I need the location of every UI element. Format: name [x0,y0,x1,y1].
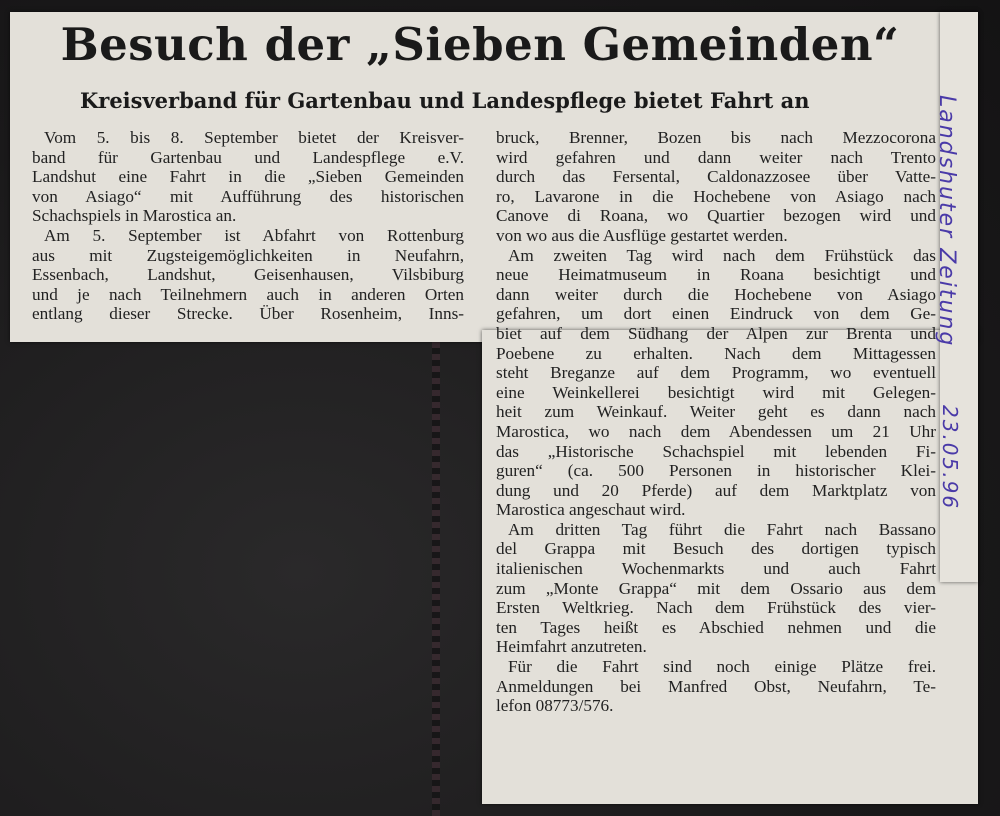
text-line: steht Breganze auf dem Programm, wo eventuell [496,363,936,383]
text-line: und je nach Teilnehmern auch in anderen Orten [32,284,464,304]
text-line: Am zweiten Tag wird nach dem Frühstück das [508,245,936,265]
text-line: dann weiter durch die Hochebene von Asiago [496,284,936,304]
text-line: Am 5. September ist Abfahrt von Rottenburg [44,225,464,245]
text-line: italienischen Wochenmarkts und auch Fahrt [496,559,936,579]
text-line: Marostica, wo nach dem Abendessen um 21 Uhr [496,421,936,441]
text-line: von Asiago“ mit Aufführung des historischen [32,186,464,206]
article-column-right [496,128,936,716]
text-line: bruck, Brenner, Bozen bis nach Mezzocorona [496,128,936,147]
text-line: guren“ (ca. 500 Personen in historischer Klei- [496,461,936,481]
text-line: Schachspiels in Marostica an. [32,206,237,226]
text-line: Landshut eine Fahrt in die „Sieben Gemeinden [32,167,464,187]
text-line: das „Historische Schachspiel mit lebenden Fi- [496,441,936,461]
text-line: dung und 20 Pferde) auf dem Marktplatz von [496,480,936,500]
article-headline: Besuch der „Sieben Gemeinden“ [60,18,900,71]
handwritten-annotation [934,95,974,545]
text-line: neue Heimatmuseum in Roana besichtigt und [496,265,936,285]
text-line: Vom 5. bis 8. September bietet der Kreisver- [44,128,464,147]
text-line: durch das Fersental, Caldonazzosee über Vatte- [496,167,936,187]
text-line: aus mit Zugsteigemöglichkeiten in Neufahrn, [32,245,464,265]
text-line: ro, Lavarone in die Hochebene von Asiago nach [496,186,936,206]
text-line: biet auf dem Südhang der Alpen zur Brenta und [496,323,936,343]
text-line: Canove di Roana, wo Quartier bezogen wird und [496,206,936,226]
text-line: Heimfahrt anzutreten. [496,637,647,657]
text-line: Essenbach, Landshut, Geisenhausen, Vilsbiburg [32,265,464,285]
handwritten-source: Landshuter Zeitung [934,95,959,348]
text-line: del Grappa mit Besuch des dortigen typisch [496,539,936,559]
text-line: entlang dieser Strecke. Über Rosenheim, Inns- [32,304,464,324]
stitching-seam [432,330,440,816]
text-line: eine Weinkellerei besichtigt wird mit Gelegen- [496,382,936,402]
text-line: Am dritten Tag führt die Fahrt nach Bassano [508,519,936,539]
text-line: Anmeldungen bei Manfred Obst, Neufahrn, Te- [496,676,936,696]
handwritten-date: 23.05.96 [938,405,962,511]
text-line: von wo aus die Ausflüge gestartet werden. [496,225,788,245]
text-line: Marostica angeschaut wird. [496,500,686,520]
text-line: Ersten Weltkrieg. Nach dem Frühstück des vier- [496,598,936,618]
article-column-left [32,128,464,324]
text-line: zum „Monte Grappa“ mit dem Ossario aus dem [496,578,936,598]
text-line: Für die Fahrt sind noch einige Plätze frei. [508,657,936,677]
text-line: heit zum Weinkauf. Weiter geht es dann nach [496,402,936,422]
article-subheadline: Kreisverband für Gartenbau und Landespflege bietet Fahrt an [80,88,810,113]
text-line: lefon 08773/576. [496,696,614,716]
text-line: band für Gartenbau und Landespflege e.V. [32,147,464,167]
text-line: wird gefahren und dann weiter nach Trento [496,147,936,167]
text-line: ten Tages heißt es Abschied nehmen und die [496,617,936,637]
text-line: gefahren, um dort einen Eindruck von dem Ge- [496,304,936,324]
text-line: Poebene zu erhalten. Nach dem Mittagessen [496,343,936,363]
